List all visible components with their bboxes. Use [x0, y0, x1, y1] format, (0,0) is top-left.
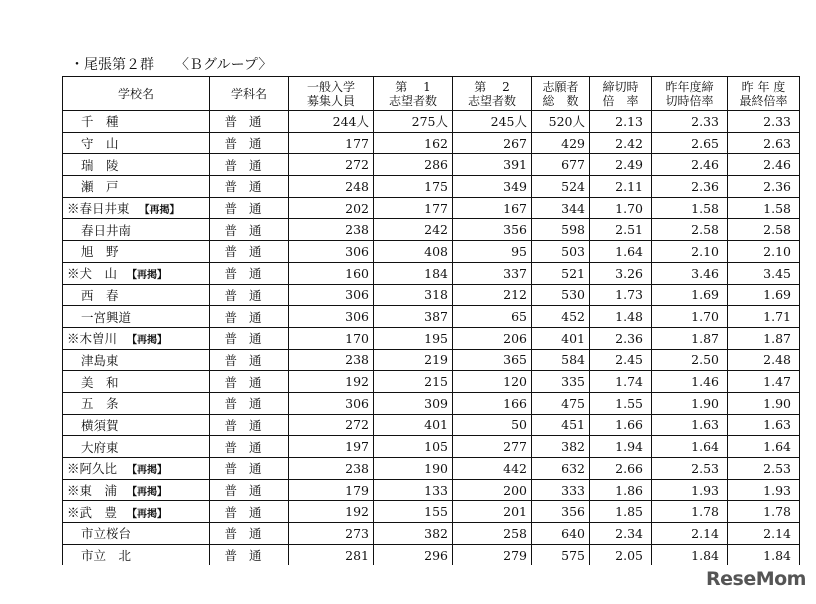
school-name-cell: [63, 219, 210, 241]
value-cell: 200: [453, 479, 532, 501]
value-cell: 192: [289, 371, 374, 393]
table-row: [63, 197, 800, 219]
department-cell: 普通: [210, 154, 289, 176]
value-cell: 1.64: [590, 241, 652, 263]
table-row: [63, 284, 800, 306]
value-cell: 267: [453, 132, 532, 154]
value-cell: 1.48: [590, 306, 652, 328]
school-name-cell: [63, 501, 210, 523]
value-cell: 238: [289, 458, 374, 480]
school-name: 五 条: [81, 396, 119, 412]
value-cell: 1.84: [728, 544, 800, 565]
value-cell: 166: [453, 392, 532, 414]
value-cell: 1.78: [728, 501, 800, 523]
value-cell: 133: [374, 479, 453, 501]
value-cell: 584: [532, 349, 590, 371]
department-cell: 普通: [210, 436, 289, 458]
value-cell: 1.70: [590, 197, 652, 219]
value-cell: 442: [453, 458, 532, 480]
value-cell: 1.69: [728, 284, 800, 306]
value-cell: 219: [374, 349, 453, 371]
value-cell: 1.90: [728, 392, 800, 414]
table-row: [63, 262, 800, 284]
table-row: [63, 176, 800, 198]
department-cell: 普通: [210, 523, 289, 545]
department-cell: 普通: [210, 197, 289, 219]
column-header: 一般入学 募集人員: [289, 77, 374, 111]
column-header: 昨 年 度 最終倍率: [728, 77, 800, 111]
table-row: [63, 154, 800, 176]
department-cell: 普通: [210, 501, 289, 523]
column-header: 学校名: [63, 77, 210, 111]
value-cell: 248: [289, 176, 374, 198]
value-cell: 2.48: [728, 349, 800, 371]
value-cell: 1.93: [652, 479, 728, 501]
value-cell: 3.46: [652, 262, 728, 284]
value-cell: 281: [289, 544, 374, 565]
value-cell: 2.10: [728, 241, 800, 263]
value-cell: 2.46: [652, 154, 728, 176]
value-cell: 640: [532, 523, 590, 545]
relisted-tag: 【再掲】: [139, 205, 180, 217]
value-cell: 286: [374, 154, 453, 176]
school-name: 瑞 陵: [81, 157, 119, 173]
value-cell: 452: [532, 306, 590, 328]
value-cell: 2.53: [652, 458, 728, 480]
school-name: 一宮興道: [81, 309, 132, 325]
school-name: ※東 浦: [67, 483, 118, 499]
table-row: [63, 436, 800, 458]
school-name-cell: [63, 132, 210, 154]
value-cell: 212: [453, 284, 532, 306]
value-cell: 3.26: [590, 262, 652, 284]
department-cell: 普通: [210, 284, 289, 306]
value-cell: 192: [289, 501, 374, 523]
school-name: ※春日井東: [67, 201, 130, 217]
value-cell: 177: [289, 132, 374, 154]
table-row: [63, 414, 800, 436]
value-cell: 2.49: [590, 154, 652, 176]
school-name-cell: [63, 241, 210, 263]
value-cell: 65: [453, 306, 532, 328]
resemom-watermark: ReseMom: [706, 568, 806, 590]
value-cell: 50: [453, 414, 532, 436]
school-name-cell: [63, 414, 210, 436]
relisted-tag: 【再掲】: [127, 487, 168, 499]
department-cell: 普通: [210, 327, 289, 349]
school-name-cell: [63, 436, 210, 458]
value-cell: 401: [374, 414, 453, 436]
value-cell: 277: [453, 436, 532, 458]
department-cell: 普通: [210, 371, 289, 393]
relisted-tag: 【再掲】: [127, 465, 168, 477]
value-cell: 202: [289, 197, 374, 219]
school-name-cell: [63, 154, 210, 176]
department-cell: 普通: [210, 241, 289, 263]
value-cell: 2.42: [590, 132, 652, 154]
value-cell: 2.36: [590, 327, 652, 349]
value-cell: 2.50: [652, 349, 728, 371]
value-cell: 2.33: [652, 111, 728, 133]
value-cell: 258: [453, 523, 532, 545]
value-cell: 1.90: [652, 392, 728, 414]
value-cell: 2.34: [590, 523, 652, 545]
table-row: [63, 501, 800, 523]
school-name: 春日井南: [81, 222, 132, 238]
value-cell: 1.85: [590, 501, 652, 523]
value-cell: 2.05: [590, 544, 652, 565]
column-header: 第 2 志望者数: [453, 77, 532, 111]
value-cell: 2.10: [652, 241, 728, 263]
value-cell: 1.63: [652, 414, 728, 436]
table-row: [63, 132, 800, 154]
value-cell: 195: [374, 327, 453, 349]
value-cell: 201: [453, 501, 532, 523]
value-cell: 1.46: [652, 371, 728, 393]
value-cell: 356: [453, 219, 532, 241]
table-row: [63, 306, 800, 328]
department-cell: 普通: [210, 349, 289, 371]
value-cell: 206: [453, 327, 532, 349]
value-cell: 177: [374, 197, 453, 219]
department-cell: 普通: [210, 544, 289, 565]
value-cell: 521: [532, 262, 590, 284]
value-cell: 184: [374, 262, 453, 284]
table-row: [63, 371, 800, 393]
school-name-cell: [63, 284, 210, 306]
value-cell: 197: [289, 436, 374, 458]
relisted-tag: 【再掲】: [127, 335, 168, 347]
value-cell: 1.47: [728, 371, 800, 393]
value-cell: 382: [374, 523, 453, 545]
department-cell: 普通: [210, 458, 289, 480]
value-cell: 1.86: [590, 479, 652, 501]
table-row: [63, 458, 800, 480]
column-header: 学科名: [210, 77, 289, 111]
value-cell: 1.70: [652, 306, 728, 328]
value-cell: 1.64: [652, 436, 728, 458]
school-name: 市立桜台: [81, 526, 132, 542]
school-name-cell: [63, 458, 210, 480]
value-cell: 306: [289, 392, 374, 414]
value-cell: 296: [374, 544, 453, 565]
section-title: ・尾張第２群 〈Ｂグループ〉: [70, 57, 273, 73]
value-cell: 179: [289, 479, 374, 501]
value-cell: 1.66: [590, 414, 652, 436]
column-header: 締切時 倍 率: [590, 77, 652, 111]
school-name-cell: [63, 371, 210, 393]
value-cell: 245人: [453, 111, 532, 133]
value-cell: 215: [374, 371, 453, 393]
relisted-tag: 【再掲】: [127, 270, 168, 282]
value-cell: 105: [374, 436, 453, 458]
school-name: 津島東: [81, 352, 119, 368]
value-cell: 1.94: [590, 436, 652, 458]
value-cell: 242: [374, 219, 453, 241]
school-name: 旭 野: [81, 244, 119, 260]
value-cell: 162: [374, 132, 453, 154]
value-cell: 524: [532, 176, 590, 198]
value-cell: 1.63: [728, 414, 800, 436]
school-name: 横須賀: [81, 417, 119, 433]
value-cell: 1.93: [728, 479, 800, 501]
school-name-cell: [63, 349, 210, 371]
department-cell: 普通: [210, 219, 289, 241]
school-name-cell: [63, 523, 210, 545]
value-cell: 309: [374, 392, 453, 414]
value-cell: 1.73: [590, 284, 652, 306]
value-cell: 382: [532, 436, 590, 458]
value-cell: 167: [453, 197, 532, 219]
school-name-cell: [63, 479, 210, 501]
value-cell: 155: [374, 501, 453, 523]
school-name-cell: [63, 176, 210, 198]
header-row: [63, 77, 800, 111]
value-cell: 391: [453, 154, 532, 176]
value-cell: 306: [289, 241, 374, 263]
value-cell: 279: [453, 544, 532, 565]
table-row: [63, 349, 800, 371]
department-cell: 普通: [210, 392, 289, 414]
value-cell: 2.63: [728, 132, 800, 154]
value-cell: 677: [532, 154, 590, 176]
value-cell: 175: [374, 176, 453, 198]
department-cell: 普通: [210, 111, 289, 133]
value-cell: 1.74: [590, 371, 652, 393]
value-cell: 356: [532, 501, 590, 523]
value-cell: 333: [532, 479, 590, 501]
value-cell: 1.87: [728, 327, 800, 349]
table-row: [63, 241, 800, 263]
value-cell: 95: [453, 241, 532, 263]
value-cell: 387: [374, 306, 453, 328]
value-cell: 2.53: [728, 458, 800, 480]
table-row: [63, 523, 800, 545]
value-cell: 2.14: [652, 523, 728, 545]
value-cell: 318: [374, 284, 453, 306]
school-name-cell: [63, 197, 210, 219]
department-cell: 普通: [210, 306, 289, 328]
school-name: ※犬 山: [67, 266, 118, 282]
value-cell: 335: [532, 371, 590, 393]
value-cell: 120: [453, 371, 532, 393]
value-cell: 401: [532, 327, 590, 349]
value-cell: 306: [289, 284, 374, 306]
value-cell: 1.69: [652, 284, 728, 306]
value-cell: 429: [532, 132, 590, 154]
school-name-cell: [63, 392, 210, 414]
value-cell: 2.36: [728, 176, 800, 198]
value-cell: 475: [532, 392, 590, 414]
value-cell: 520人: [532, 111, 590, 133]
school-name: 千 種: [81, 114, 119, 130]
school-name-cell: [63, 327, 210, 349]
value-cell: 2.65: [652, 132, 728, 154]
value-cell: 238: [289, 219, 374, 241]
school-name-cell: [63, 111, 210, 133]
school-name-cell: [63, 306, 210, 328]
department-cell: 普通: [210, 262, 289, 284]
value-cell: 273: [289, 523, 374, 545]
value-cell: 575: [532, 544, 590, 565]
value-cell: 349: [453, 176, 532, 198]
value-cell: 2.14: [728, 523, 800, 545]
value-cell: 2.45: [590, 349, 652, 371]
value-cell: 238: [289, 349, 374, 371]
value-cell: 272: [289, 154, 374, 176]
department-cell: 普通: [210, 414, 289, 436]
value-cell: 530: [532, 284, 590, 306]
table-row: [63, 544, 800, 565]
value-cell: 2.36: [652, 176, 728, 198]
value-cell: 451: [532, 414, 590, 436]
value-cell: 275人: [374, 111, 453, 133]
value-cell: 337: [453, 262, 532, 284]
value-cell: 2.46: [728, 154, 800, 176]
value-cell: 1.64: [728, 436, 800, 458]
value-cell: 2.13: [590, 111, 652, 133]
table-row: [63, 219, 800, 241]
value-cell: 160: [289, 262, 374, 284]
school-name: 美 和: [81, 374, 119, 390]
value-cell: 2.58: [728, 219, 800, 241]
value-cell: 2.33: [728, 111, 800, 133]
value-cell: 344: [532, 197, 590, 219]
value-cell: 632: [532, 458, 590, 480]
school-name: 西 春: [81, 287, 119, 303]
table-row: [63, 479, 800, 501]
table-row: [63, 392, 800, 414]
value-cell: 408: [374, 241, 453, 263]
school-name: ※武 豊: [67, 504, 118, 520]
value-cell: 1.58: [652, 197, 728, 219]
value-cell: 2.11: [590, 176, 652, 198]
value-cell: 2.66: [590, 458, 652, 480]
school-name: 守 山: [81, 136, 119, 152]
value-cell: 244人: [289, 111, 374, 133]
school-name: 大府東: [81, 439, 119, 455]
school-name: ※阿久比: [67, 461, 118, 477]
value-cell: 1.71: [728, 306, 800, 328]
department-cell: 普通: [210, 479, 289, 501]
school-name: 市立 北: [81, 548, 132, 564]
column-header: 昨年度締 切時倍率: [652, 77, 728, 111]
value-cell: 2.58: [652, 219, 728, 241]
department-cell: 普通: [210, 176, 289, 198]
column-header: 第 1 志望者数: [374, 77, 453, 111]
value-cell: 190: [374, 458, 453, 480]
table-row: [63, 111, 800, 133]
department-cell: 普通: [210, 132, 289, 154]
value-cell: 1.87: [652, 327, 728, 349]
value-cell: 272: [289, 414, 374, 436]
value-cell: 306: [289, 306, 374, 328]
value-cell: 1.55: [590, 392, 652, 414]
school-name: ※木曽川: [67, 331, 118, 347]
value-cell: 170: [289, 327, 374, 349]
value-cell: 1.78: [652, 501, 728, 523]
relisted-tag: 【再掲】: [127, 508, 168, 520]
value-cell: 1.58: [728, 197, 800, 219]
value-cell: 2.51: [590, 219, 652, 241]
column-header: 志願者 総 数: [532, 77, 590, 111]
value-cell: 503: [532, 241, 590, 263]
school-name-cell: [63, 262, 210, 284]
value-cell: 3.45: [728, 262, 800, 284]
school-name-cell: [63, 544, 210, 565]
applicants-table: [62, 76, 800, 565]
table-row: [63, 327, 800, 349]
value-cell: 365: [453, 349, 532, 371]
school-name: 瀬 戸: [81, 179, 119, 195]
value-cell: 598: [532, 219, 590, 241]
value-cell: 1.84: [652, 544, 728, 565]
